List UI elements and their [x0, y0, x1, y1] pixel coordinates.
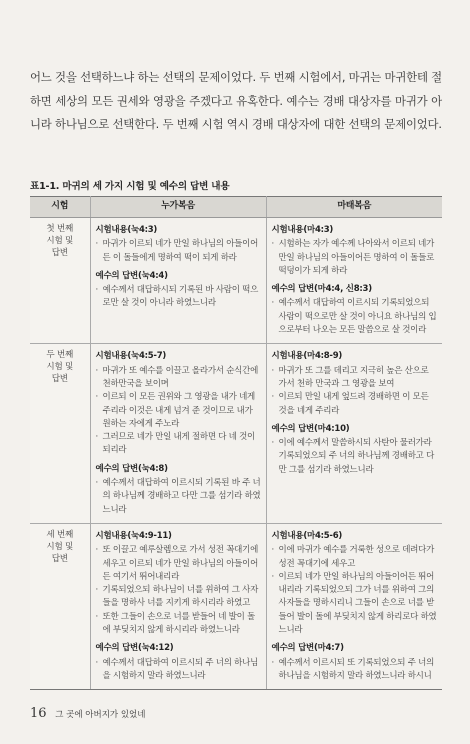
page-number: 16 [30, 706, 47, 721]
table-row [30, 344, 442, 524]
trial-label [30, 218, 90, 344]
verse-item: · 예수께서 이르시되 또 기록되었으되 주 너의 하나님을 시험하지 말라 하였느니라 하시니 [272, 657, 438, 684]
trial-label-line: 답변 [51, 248, 68, 258]
trial-label-line: 답변 [51, 374, 68, 385]
verse-item: · 이르되 이 모든 권위와 그 영광을 내가 네게 주리라 이것은 내게 넘겨 준 것이므로 내가 원하는 자에게 주노라 [96, 391, 261, 431]
section-heading: 시험내용(눅4:3) [95, 225, 158, 235]
table-row [30, 218, 442, 344]
verse-item: · 예수께서 대답하시되 기록된 바 사람이 떡으로만 살 것이 아니라 하였느니라 [96, 284, 261, 311]
verse-item: · 예수께서 대답하여 이르시되 주 너의 하나님을 시험하지 말라 하였느니라 [96, 657, 261, 684]
trial-label-line: 답변 [51, 553, 68, 564]
verse-item: · 시험하는 자가 예수께 나아와서 이르되 네가 만일 하나님의 아들이어든 명하여 이 돌들로 떡덩이가 되게 하라 [272, 238, 438, 278]
section-heading: 시험내용(마4:5-6) [271, 530, 342, 541]
section-heading: 시험내용(마4:3) [271, 225, 334, 235]
section-heading: 예수의 답변(눅4:12) [95, 643, 174, 654]
verse-item: · 이에 마귀가 예수를 거룩한 성으로 데려다가 성전 꼭대기에 세우고 [272, 544, 438, 571]
trial-label [30, 344, 90, 524]
verse-item: · 또한 그들이 손으로 너를 받들어 네 발이 돌에 부딪치지 않게 하시리라 하였느니라 [96, 611, 261, 638]
intro-paragraph: 어느 것을 선택하느냐 하는 선택의 문제이었다. 두 번째 시험에서, 마귀는 마귀한테 절하면 세상의 모든 권세와 영광을 주겠다고 유혹한다. 예수는 경배 대상자를 마귀가 아니라 하나님으로 선택한다. 두 번째 시험 역시 경배 대상자에 대한 선택의 문제이었다. [30, 70, 442, 131]
comparison-table [30, 196, 442, 690]
luke-cell [90, 344, 266, 524]
luke-cell [90, 523, 266, 689]
section-heading: 예수의 답변(마4:10) [271, 423, 350, 434]
section-heading: 시험내용(마4:8-9) [271, 351, 342, 362]
verse-item: · 마귀가 이르되 네가 만일 하나님의 아들이어든 이 돌들에게 명하여 떡이 되게 하라 [96, 238, 261, 265]
matthew-cell [266, 344, 442, 524]
trial-label-line: 세 번째 [46, 529, 74, 540]
verse-item: · 이르되 만일 내게 엎드려 경배하면 이 모든 것을 네게 주리라 [272, 391, 438, 418]
trial-label-line: 시험 및 [46, 236, 74, 246]
luke-cell [90, 218, 266, 344]
table-caption: 표1-1. 마귀의 세 가지 시험 및 예수의 답변 내용 [30, 181, 230, 192]
verse-item: · 기록되었으되 하나님이 너를 위하여 그 사자들을 명하사 너를 지키게 하시리라 하였고 [96, 584, 261, 611]
verse-item: · 마귀가 또 그를 데리고 지극히 높은 산으로 가서 천하 만국과 그 영광을 보여 [272, 365, 438, 392]
verse-item: · 예수께서 대답하여 이르시되 기록되었으되 사람이 떡으로만 살 것이 아니요 하나님의 입으로부터 나오는 모든 말씀으로 살 것이라 [272, 297, 438, 337]
section-heading: 예수의 답변(마4:7) [271, 643, 344, 654]
trial-label [30, 523, 90, 689]
table-header-row [30, 197, 442, 218]
running-title: 그 곳에 아버지가 있었네 [55, 710, 146, 720]
verse-item: · 이에 예수께서 말씀하시되 사탄아 물러가라 기록되었으되 주 너의 하나님께 경배하고 다만 그를 섬기라 하였느니라 [272, 437, 438, 477]
trial-label-line: 두 번째 [46, 350, 74, 361]
matthew-cell [266, 523, 442, 689]
verse-item: · 예수께서 대답하여 이르시되 기록된 바 주 너의 하나님께 경배하고 다만 그를 섬기라 하였느니라 [96, 477, 261, 517]
section-heading: 예수의 답변(눅4:8) [95, 463, 168, 474]
page-footer [30, 706, 145, 721]
header-matthew: 마태복음 [266, 197, 442, 218]
section-heading: 시험내용(눅4:5-7) [95, 351, 166, 362]
section-heading: 예수의 답변(눅4:4) [95, 270, 168, 281]
section-heading: 시험내용(눅4:9-11) [95, 530, 172, 541]
verse-item: · 마귀가 또 예수를 이끌고 올라가서 순식간에 천하만국을 보이며 [96, 365, 261, 392]
trial-label-line: 시험 및 [46, 541, 74, 552]
verse-item: · 이르되 네가 만일 하나님의 아들이어든 뛰어내리라 기록되었으되 그가 너를 위하여 그의 사자들을 명하시리니 그들이 손으로 너를 받들어 발이 돌에 부딪치지 않게 하리로다 하였느니라 [272, 571, 438, 637]
trial-label-line: 첫 번째 [46, 224, 74, 234]
verse-item: · 또 이끌고 예루살렘으로 가서 성전 꼭대기에 세우고 이르되 네가 만일 하나님의 아들이어든 여기서 뛰어내리라 [96, 544, 261, 584]
verse-item: · 그러므로 네가 만일 내게 절하면 다 네 것이 되리라 [96, 431, 261, 458]
table-row [30, 523, 442, 689]
header-trial: 시험 [30, 197, 90, 218]
header-luke: 누가복음 [90, 197, 266, 218]
trial-label-line: 시험 및 [46, 362, 74, 373]
section-heading: 예수의 답변(마4:4, 신8:3) [271, 284, 372, 295]
matthew-cell [266, 218, 442, 344]
